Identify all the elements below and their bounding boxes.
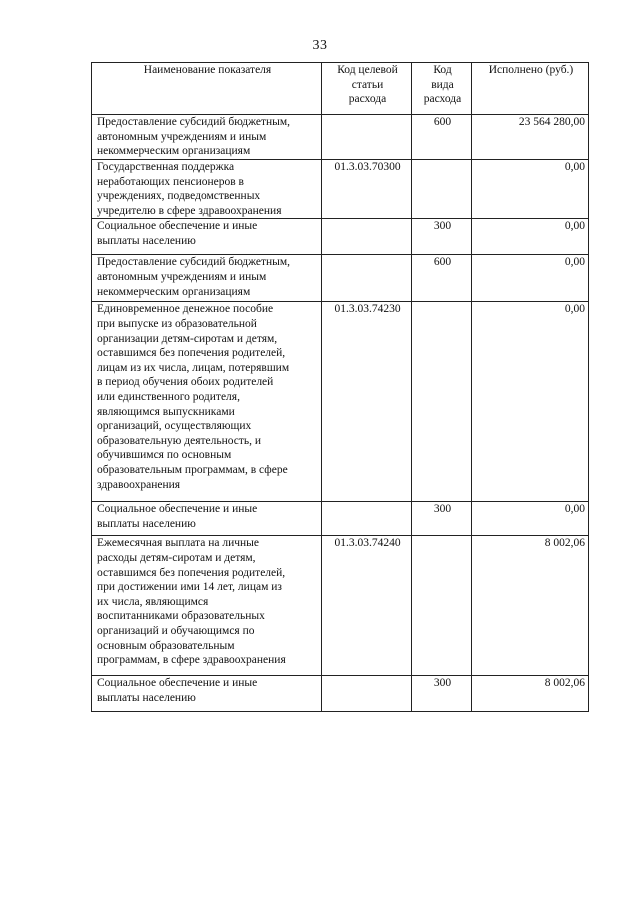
row-kind-code: 300 (412, 502, 472, 536)
row-kind-code: 300 (412, 219, 472, 255)
table-header-row (92, 63, 589, 115)
row-name: Предоставление субсидий бюджетным, автономным учреждениям и иным некоммерческим организациям (92, 115, 322, 160)
row-amount: 0,00 (472, 502, 589, 536)
row-target-code (322, 115, 412, 160)
table-row (92, 255, 589, 302)
row-kind-code: 600 (412, 255, 472, 302)
table-row (92, 219, 589, 255)
row-target-code: 01.3.03.70300 (322, 160, 412, 219)
row-amount: 0,00 (472, 219, 589, 255)
row-name: Социальное обеспечение и иные выплаты населению (92, 502, 322, 536)
row-target-code (322, 219, 412, 255)
table-row (92, 676, 589, 712)
row-amount: 0,00 (472, 160, 589, 219)
row-kind-code (412, 160, 472, 219)
row-target-code (322, 255, 412, 302)
row-amount: 23 564 280,00 (472, 115, 589, 160)
row-target-code: 01.3.03.74230 (322, 302, 412, 502)
row-name: Социальное обеспечение и иные выплаты населению (92, 676, 322, 712)
header-kind-code: Код вида расхода (412, 63, 472, 115)
row-kind-code: 600 (412, 115, 472, 160)
row-kind-code (412, 536, 472, 676)
row-target-code (322, 502, 412, 536)
row-name: Единовременное денежное пособие при выпуске из образовательной организации детям-сиротам и детям, оставшимся без попечения родителей, лицам из их числа, лицам, потерявшим в период обучения обоих родителей или единственного родителя, являющимся выпускниками организаций, осуществляющих образовательную деятельность, и обучившимся по основным образовательным программам, в сфере здравоохранения (92, 302, 322, 502)
header-name: Наименование показателя (92, 63, 322, 115)
row-name: Социальное обеспечение и иные выплаты населению (92, 219, 322, 255)
row-name: Государственная поддержка неработающих пенсионеров в учреждениях, подведомственных учредителю в сфере здравоохранения (92, 160, 322, 219)
page-number: 33 (312, 38, 328, 53)
expenditure-table (91, 62, 589, 712)
row-target-code: 01.3.03.74240 (322, 536, 412, 676)
row-amount: 0,00 (472, 302, 589, 502)
table-row (92, 536, 589, 676)
row-amount: 8 002,06 (472, 676, 589, 712)
table-row (92, 115, 589, 160)
row-amount: 8 002,06 (472, 536, 589, 676)
table-row (92, 302, 589, 502)
table-row (92, 160, 589, 219)
row-name: Предоставление субсидий бюджетным, автономным учреждениям и иным некоммерческим организациям (92, 255, 322, 302)
row-amount: 0,00 (472, 255, 589, 302)
row-kind-code: 300 (412, 676, 472, 712)
header-target-code: Код целевой статьи расхода (322, 63, 412, 115)
row-name: Ежемесячная выплата на личные расходы детям-сиротам и детям, оставшимся без попечения родителей, при достижении ими 14 лет, лицам из их числа, являющимся воспитанниками образовательных организаций и обучающимся по основным образовательным программам, в сфере здравоохранения (92, 536, 322, 676)
row-kind-code (412, 302, 472, 502)
row-target-code (322, 676, 412, 712)
table-row (92, 502, 589, 536)
header-amount: Исполнено (руб.) (472, 63, 589, 115)
